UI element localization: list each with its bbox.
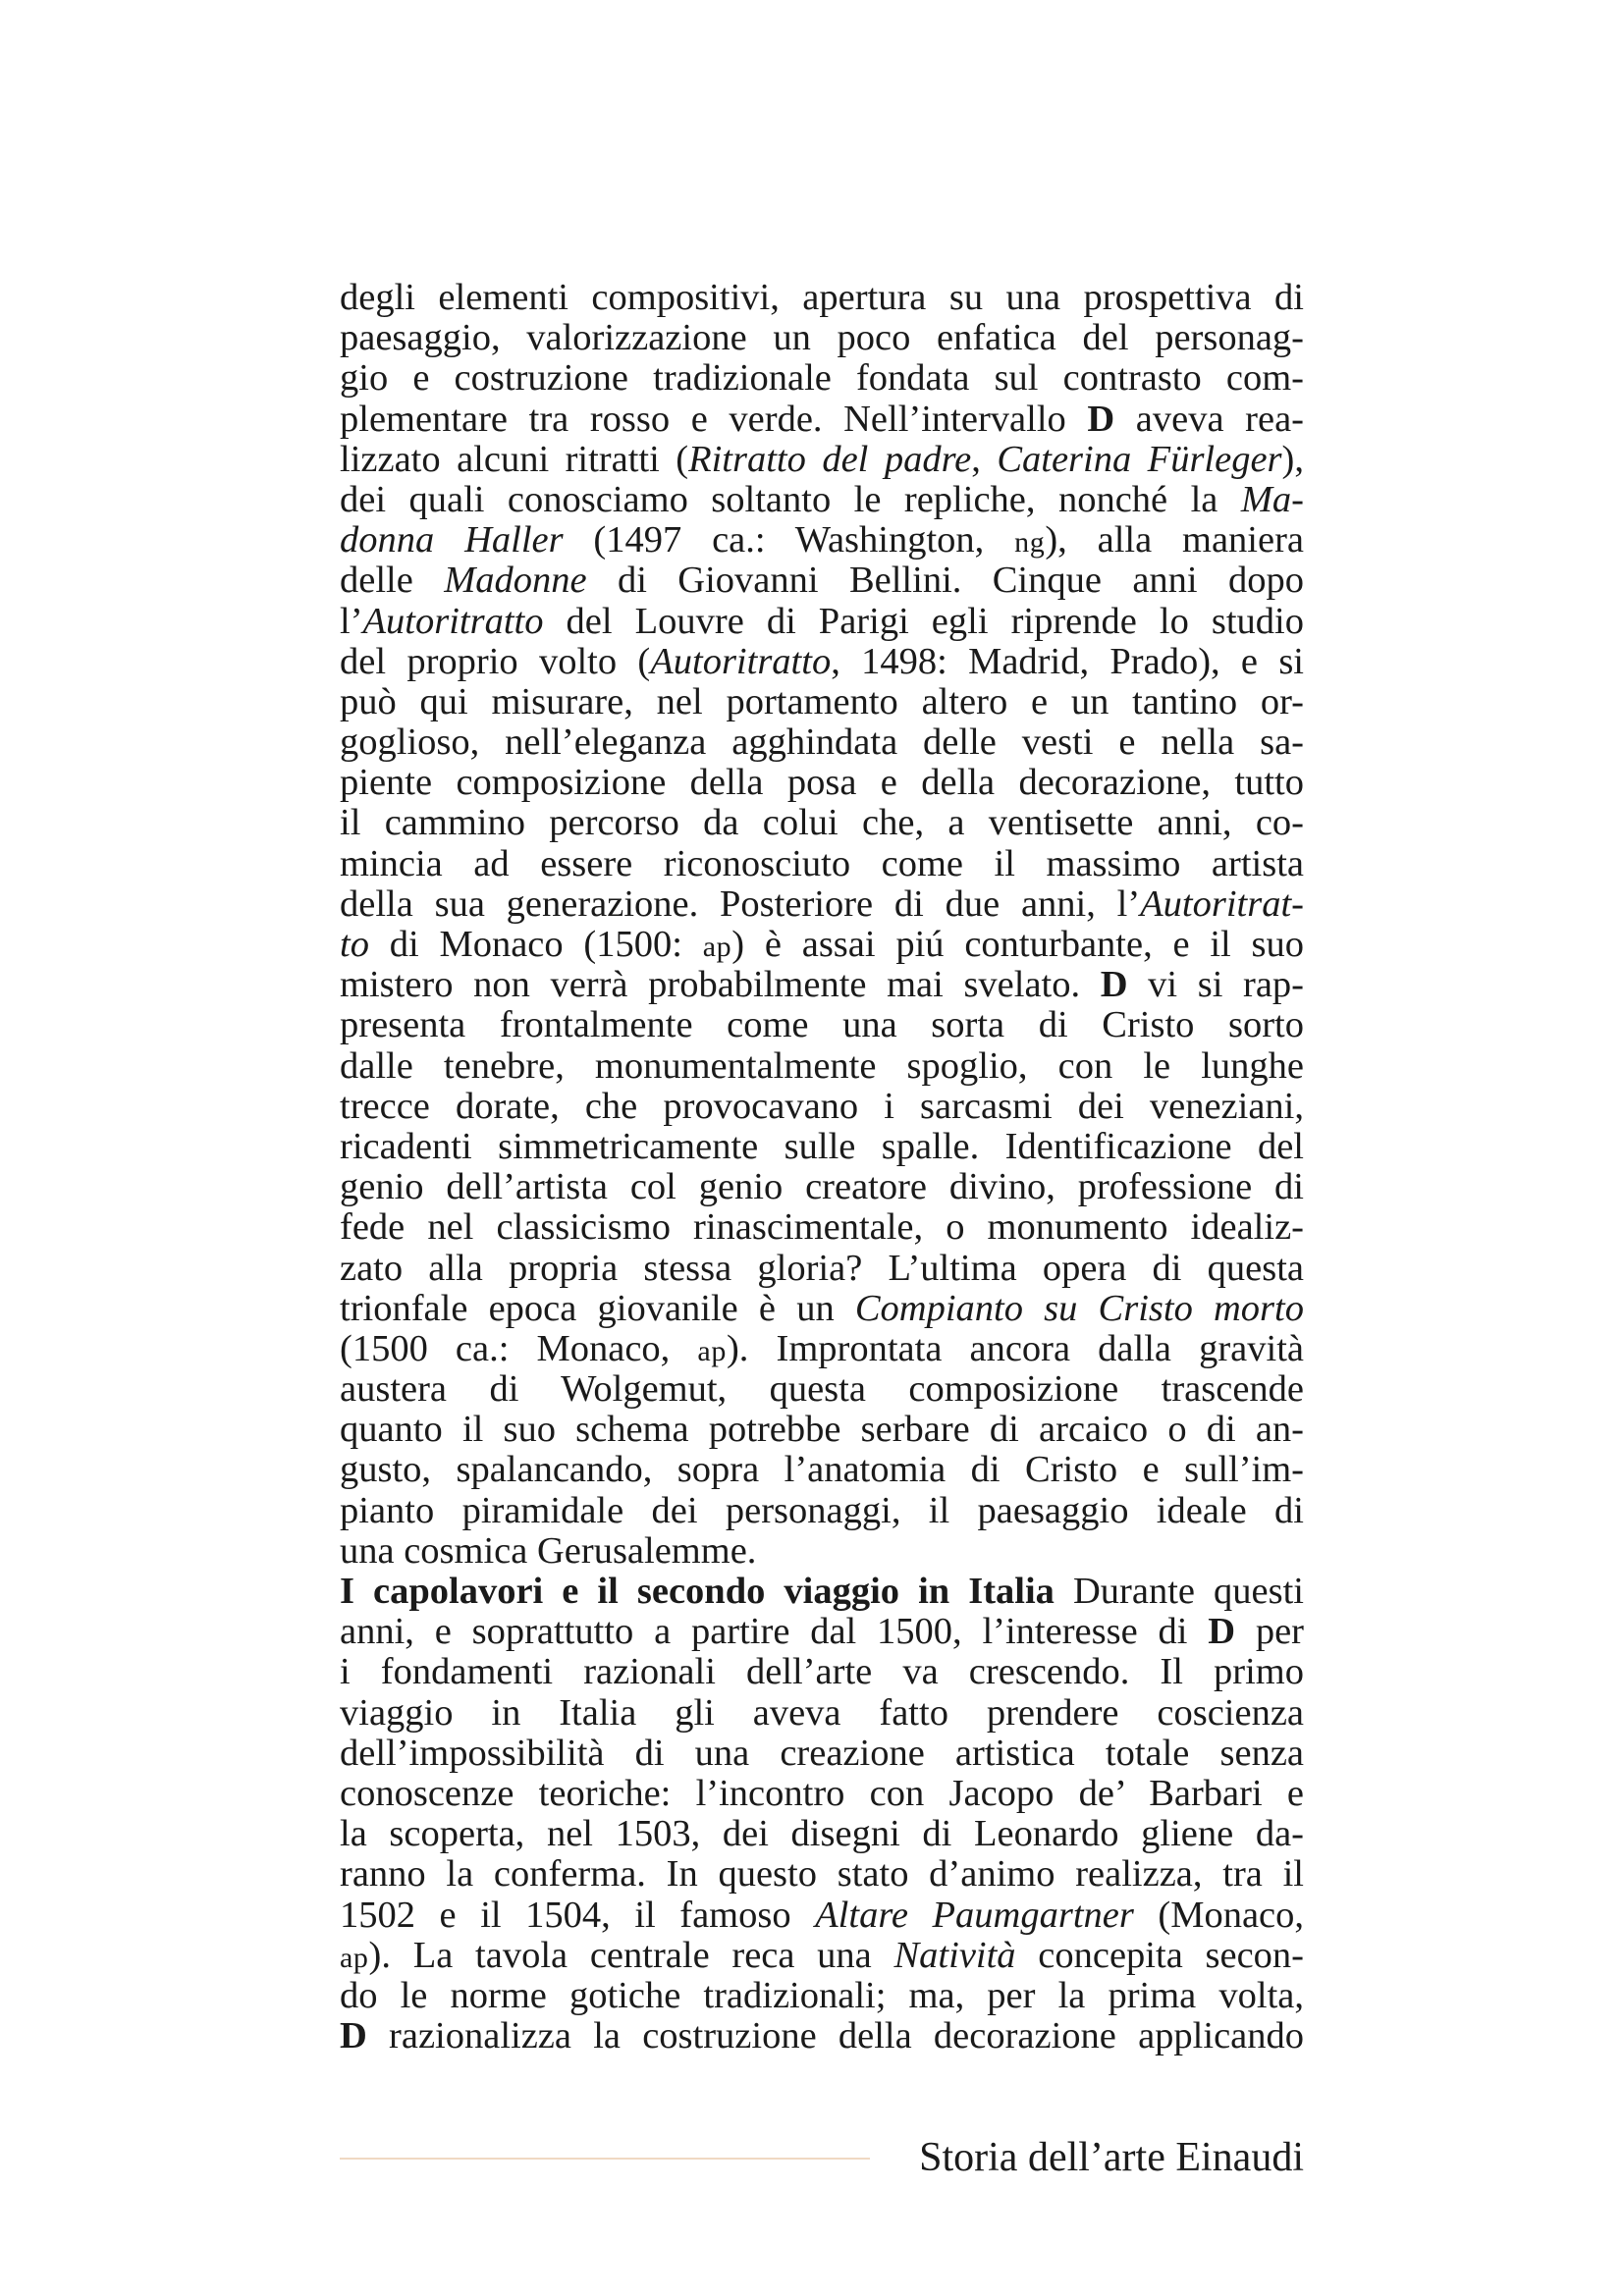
text-run: anni, e soprattutto a partire dal 1500, l’interesse di (340, 1611, 1209, 1653)
text-run: conoscenze teoriche: l’incontro con Jacopo de’ Barbari e (340, 1772, 1304, 1814)
italic-run: Altare Paumgartner (815, 1894, 1134, 1936)
text-line (340, 1450, 1304, 1490)
text-line (340, 1531, 1304, 1572)
text-run: do le norme gotiche tradizionali; ma, per la prima volta, (340, 1974, 1304, 2016)
small-caps-run: ap (697, 1334, 727, 1367)
text-line (340, 440, 1304, 480)
text-run: aveva rea- (1114, 398, 1304, 440)
text-run: vi si rap- (1127, 964, 1304, 1006)
small-caps-run: ap (702, 931, 732, 963)
bold-run: D (1087, 398, 1115, 440)
small-caps-run: ng (1014, 526, 1046, 560)
text-run: gusto, spalancando, sopra l’anatomia di Cristo e sull’im- (340, 1449, 1304, 1491)
text-line (340, 682, 1304, 722)
italic-run: Compianto su Cristo morto (854, 1287, 1304, 1329)
text-line (340, 1369, 1304, 1410)
text-line (340, 358, 1304, 399)
text-run: degli elementi compositivi, apertura su una prospettiva di (340, 277, 1304, 318)
text-run: dell’impossibilità di una creazione artistica totale senza (340, 1732, 1304, 1774)
text-run: Durante questi (1054, 1571, 1304, 1612)
italic-run: Ma- (1240, 478, 1304, 520)
text-run: viaggio in Italia gli aveva fatto prendere coscienza (340, 1691, 1304, 1734)
text-line (340, 2016, 1304, 2056)
italic-run: Ritratto del padre (688, 438, 972, 480)
text-line (340, 642, 1304, 682)
text-line (340, 925, 1304, 965)
text-line (340, 1612, 1304, 1652)
body-text (340, 278, 1304, 2056)
text-line (340, 965, 1304, 1005)
text-run: paesaggio, valorizzazione un poco enfatica del personag- (340, 317, 1304, 359)
text-line (340, 1693, 1304, 1734)
italic-run: Caterina Fürleger (997, 438, 1282, 480)
text-run: ), alla maniera (1045, 519, 1304, 561)
text-run: piente composizione della posa e della decorazione, tutto (340, 762, 1304, 804)
italic-run: to (340, 924, 369, 965)
text-run: (1497 ca.: Washington, (563, 519, 1015, 561)
text-run: può qui misurare, nel portamento altero e un tantino or- (340, 680, 1304, 722)
text-run: 1502 e il 1504, il famoso (340, 1894, 816, 1936)
text-run: ). Improntata ancora dalla gravità (726, 1327, 1304, 1369)
text-line (340, 1249, 1304, 1289)
text-run: del Louvre di Parigi egli riprende lo studio (543, 600, 1304, 642)
bold-run: D (1208, 1611, 1236, 1653)
text-run: una cosmica Gerusalemme. (340, 1529, 757, 1572)
text-line (340, 1976, 1304, 2016)
bold-run: D (1100, 964, 1128, 1006)
text-line (340, 278, 1304, 318)
text-line (340, 400, 1304, 440)
text-run: plementare tra rosso e verde. Nell’intervallo (340, 398, 1088, 440)
text-run: gio e costruzione tradizionale fondata sul contrasto com- (340, 357, 1304, 400)
text-line (340, 1005, 1304, 1045)
text-run: concepita secon- (1015, 1934, 1304, 1976)
text-line (340, 1936, 1304, 1976)
text-line (340, 1046, 1304, 1087)
text-run: il cammino percorso da colui che, a ventisette anni, co- (340, 802, 1304, 844)
text-run: ). La tavola centrale reca una (368, 1934, 894, 1976)
text-line (340, 1896, 1304, 1936)
italic-run: Autoritrat- (1140, 882, 1304, 925)
text-line (340, 1734, 1304, 1774)
text-run: mistero non verrà probabilmente mai svelato. (340, 964, 1101, 1006)
text-line (340, 884, 1304, 925)
text-line (340, 1087, 1304, 1127)
italic-run: Autoritratto (362, 600, 544, 642)
text-run: fede nel classicismo rinascimentale, o monumento idealiz- (340, 1206, 1304, 1249)
text-run: di Giovanni Bellini. Cinque anni dopo (586, 560, 1304, 602)
text-run: ricadenti simmetricamente sulle spalle. Identificazione del (340, 1125, 1304, 1167)
text-line (340, 1329, 1304, 1369)
text-line (340, 1814, 1304, 1854)
text-line (340, 1127, 1304, 1167)
text-run: lizzato alcuni ritratti ( (340, 438, 689, 480)
text-run: quanto il suo schema potrebbe serbare di arcaico o di an- (340, 1409, 1304, 1451)
text-run: delle (340, 560, 445, 602)
text-run: (1500 ca.: Monaco, (340, 1327, 698, 1369)
text-run: trionfale epoca giovanile è un (340, 1287, 855, 1329)
text-line (340, 480, 1304, 520)
text-run: , 1498: Madrid, Prado), e si (831, 640, 1304, 682)
text-run: (Monaco, (1133, 1894, 1305, 1936)
bold-run: I capolavori e il secondo viaggio in Italia (340, 1571, 1055, 1612)
text-line (340, 1652, 1304, 1692)
footer-title: Storia dell’arte Einaudi (919, 2135, 1304, 2180)
italic-run: Autoritratto (650, 640, 832, 682)
text-run: di Monaco (1500: (368, 924, 703, 965)
text-run: ranno la conferma. In questo stato d’animo realizza, tra il (340, 1853, 1304, 1896)
bold-run: D (340, 2015, 367, 2057)
text-run: l’ (340, 600, 363, 642)
text-line (340, 763, 1304, 803)
text-line (340, 1774, 1304, 1814)
text-run: della sua generazione. Posteriore di due anni, l’ (340, 882, 1141, 925)
text-line (340, 602, 1304, 642)
italic-run: Natività (893, 1934, 1016, 1976)
text-line (340, 722, 1304, 763)
text-run: pianto piramidale dei personaggi, il paesaggio ideale di (340, 1489, 1304, 1531)
text-run: dalle tenebre, monumentalmente spoglio, con le lunghe (340, 1044, 1304, 1087)
italic-run: Madonne (444, 560, 587, 602)
text-run: presenta frontalmente come una sorta di Cristo sorto (340, 1004, 1304, 1046)
text-line (340, 1289, 1304, 1329)
text-line (340, 1410, 1304, 1450)
text-run: dei quali conosciamo soltanto le repliche, nonché la (340, 478, 1241, 520)
text-run: i fondamenti razionali dell’arte va crescendo. Il primo (340, 1651, 1304, 1693)
text-line (340, 844, 1304, 884)
text-run: ), (1281, 438, 1304, 480)
footer-rule (340, 2158, 870, 2160)
text-run: razionalizza la costruzione della decorazione applicando (366, 2015, 1304, 2057)
text-line (340, 318, 1304, 358)
text-line (340, 1854, 1304, 1895)
text-run: per (1235, 1611, 1304, 1653)
text-line (340, 1207, 1304, 1248)
text-run: zato alla propria stessa gloria? L’ultima opera di questa (340, 1247, 1304, 1289)
text-run: goglioso, nell’eleganza agghindata delle vesti e nella sa- (340, 721, 1304, 764)
text-line (340, 1572, 1304, 1612)
text-line (340, 1491, 1304, 1531)
page-footer (340, 2128, 1304, 2187)
text-run: trecce dorate, che provocavano i sarcasmi dei veneziani, (340, 1085, 1304, 1127)
text-line (340, 520, 1304, 561)
text-run: ) è assai piú conturbante, e il suo (731, 924, 1305, 965)
text-run: la scoperta, nel 1503, dei disegni di Leonardo gliene da- (340, 1813, 1304, 1855)
text-run: genio dell’artista col genio creatore divino, professione di (340, 1166, 1304, 1208)
text-run: del proprio volto ( (340, 640, 651, 682)
text-run: , (971, 438, 998, 480)
text-line (340, 803, 1304, 843)
small-caps-run: ap (340, 1941, 369, 1974)
italic-run: donna Haller (340, 519, 564, 561)
text-line (340, 561, 1304, 601)
text-run: mincia ad essere riconosciuto come il massimo artista (340, 842, 1304, 884)
text-run: austera di Wolgemut, questa composizione trascende (340, 1368, 1304, 1411)
text-line (340, 1167, 1304, 1207)
